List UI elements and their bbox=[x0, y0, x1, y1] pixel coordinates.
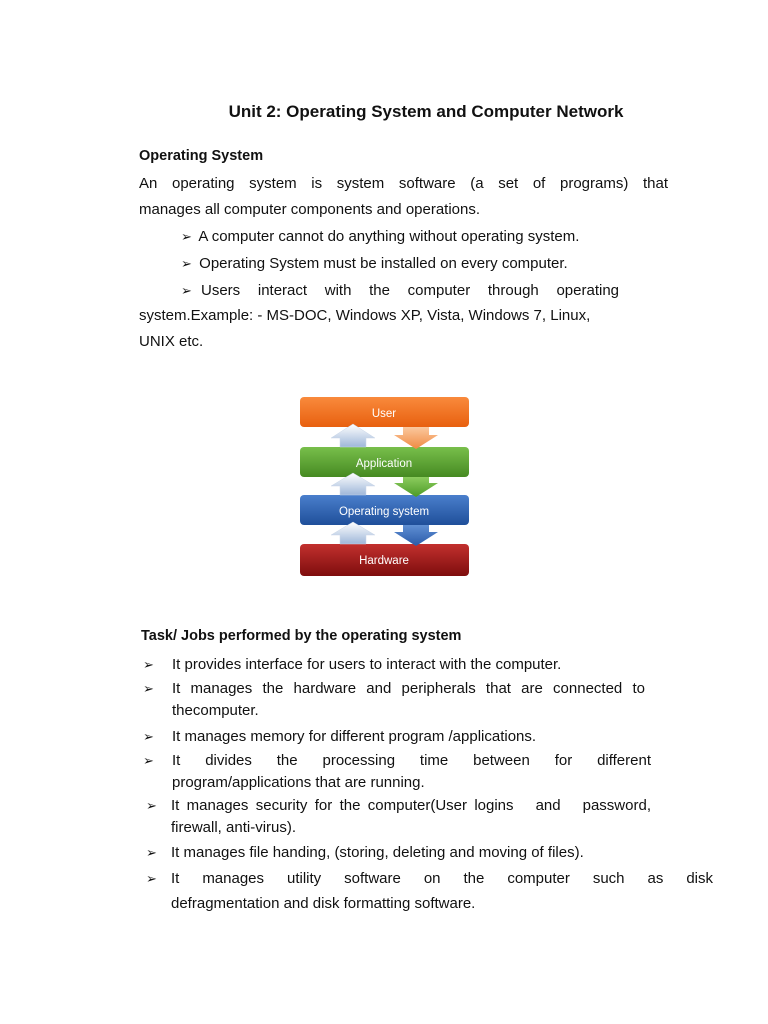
bullet-2 bbox=[181, 251, 568, 277]
arrow-bullet-icon: ➢ bbox=[181, 229, 192, 244]
arrow-bullet-icon: ➢ bbox=[143, 729, 154, 744]
layer-os-label: Operating system bbox=[338, 506, 430, 518]
os-layers-diagram bbox=[297, 394, 472, 579]
arrow-bullet-icon: ➢ bbox=[146, 845, 157, 860]
bullet-3 bbox=[181, 278, 619, 304]
arrow-bullet-icon: ➢ bbox=[146, 871, 157, 886]
arrow-bullet-icon: ➢ bbox=[143, 753, 154, 768]
arrow-bullet-icon: ➢ bbox=[143, 657, 154, 672]
task-item-text-cont: thecomputer. bbox=[172, 702, 259, 719]
task-item-text: It manages memory for different program /applications. bbox=[172, 728, 537, 745]
bullet-3-text-line-3: UNIX etc. bbox=[139, 333, 204, 350]
bullet-1 bbox=[181, 224, 579, 250]
page-title: Unit 2: Operating System and Computer Network bbox=[228, 102, 624, 121]
arrow-bullet-icon: ➢ bbox=[146, 798, 157, 813]
arrow-down-icon bbox=[394, 477, 438, 497]
task-item-text-cont: program/applications that are running. bbox=[172, 774, 425, 791]
bullet-1-text: A computer cannot do anything without operating system. bbox=[198, 228, 580, 245]
layer-hardware-label: Hardware bbox=[359, 555, 409, 567]
task-item-text: It manages file handing, (storing, deleting and moving of files). bbox=[171, 844, 584, 861]
task-item-text: It manages the hardware and peripherals that are connected to bbox=[172, 680, 645, 697]
arrow-bullet-icon: ➢ bbox=[143, 681, 154, 696]
arrow-bullet-icon: ➢ bbox=[181, 283, 192, 298]
arrow-down-icon bbox=[394, 525, 438, 546]
intro-line-1: An operating system is system software (a set of programs) that bbox=[139, 175, 668, 192]
section-heading-operating-system: Operating System bbox=[139, 148, 264, 164]
task-item-text-cont: firewall, anti-virus). bbox=[171, 819, 297, 836]
layer-application-label: Application bbox=[355, 458, 413, 470]
task-item-text-cont: defragmentation and disk formatting software. bbox=[171, 895, 476, 912]
bullet-3-text-line-1: Users interact with the computer through operating bbox=[201, 282, 619, 299]
arrow-up-icon bbox=[331, 424, 375, 447]
task-item-text: It provides interface for users to interact with the computer. bbox=[172, 656, 562, 673]
bullet-2-text: Operating System must be installed on every computer. bbox=[199, 255, 568, 272]
task-item-text: It manages utility software on the computer such as disk bbox=[171, 870, 713, 887]
intro-line-2: manages all computer components and operations. bbox=[139, 201, 481, 218]
layer-user-label: User bbox=[371, 408, 397, 420]
arrow-down-icon bbox=[394, 427, 438, 449]
bullet-3-text-line-2: system.Example: - MS-DOC, Windows XP, Vista, Windows 7, Linux, bbox=[139, 307, 591, 324]
arrow-bullet-icon: ➢ bbox=[181, 256, 192, 271]
task-item-text: It divides the processing time between for different bbox=[172, 752, 651, 769]
os-layers-diagram-svg bbox=[297, 394, 472, 579]
section-heading-tasks: Task/ Jobs performed by the operating system bbox=[141, 628, 462, 644]
task-item-text: It manages security for the computer(User logins and password, bbox=[171, 797, 651, 814]
arrow-up-icon bbox=[331, 522, 375, 544]
